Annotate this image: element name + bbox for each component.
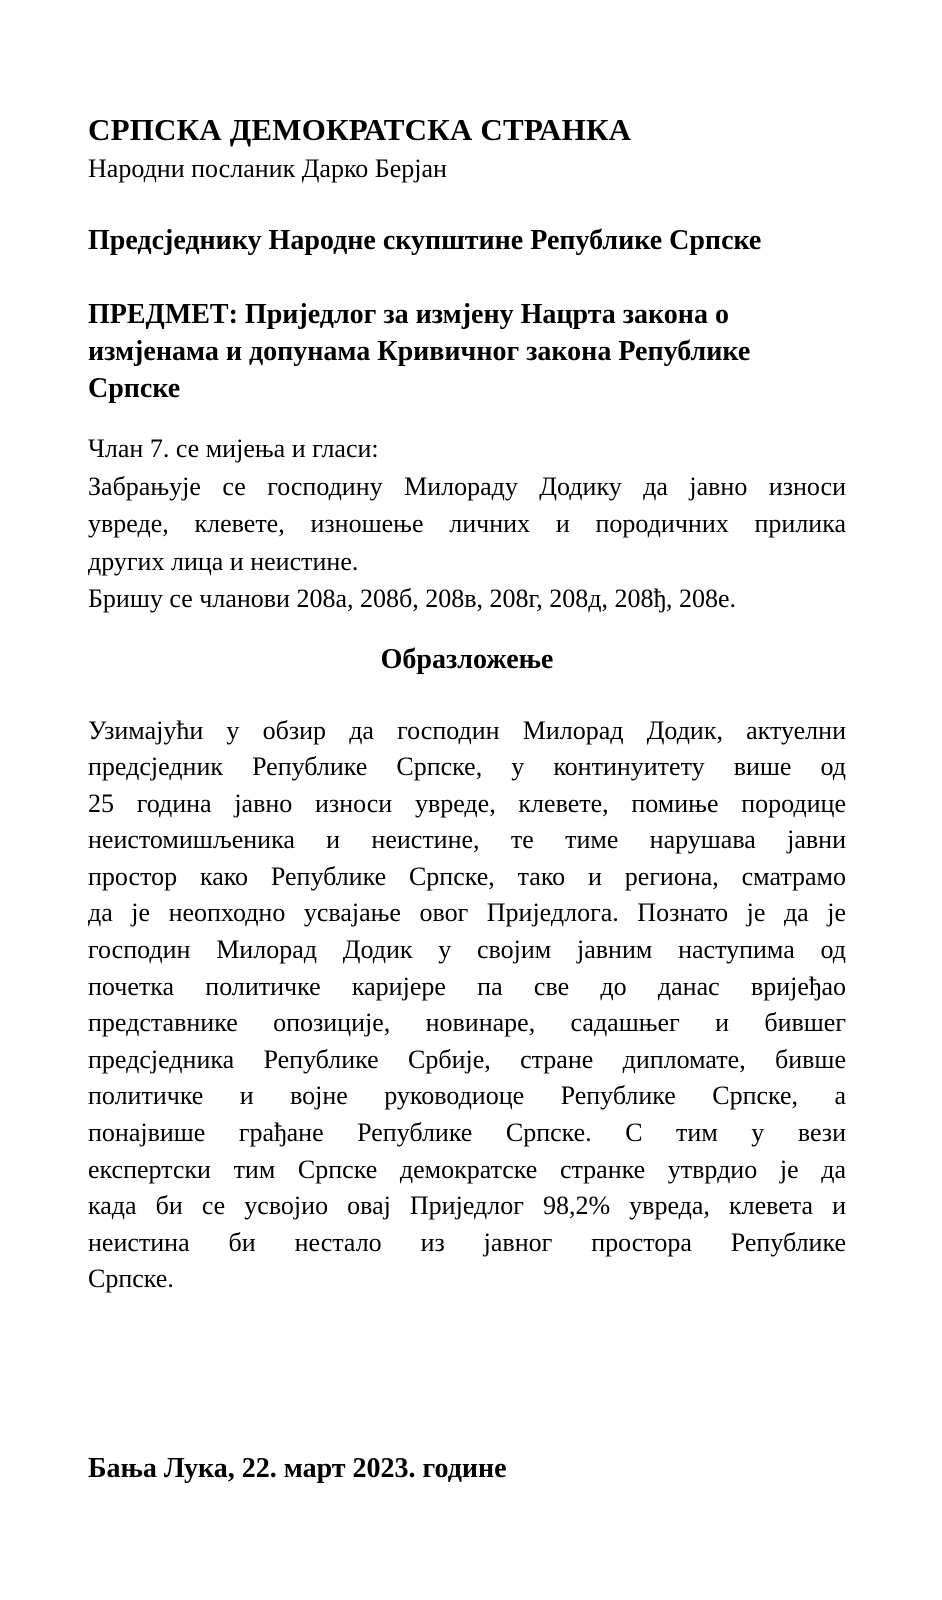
- body-line: предсједник Републике Српске, у континуитету више од: [88, 752, 846, 782]
- body-line: да је неопходно усвајање овог Приједлога. Познато је да је: [88, 898, 846, 928]
- body-line: понајвише грађане Републике Српске. С тим у вези: [88, 1118, 846, 1148]
- rationale-heading: Образложење: [380, 643, 554, 675]
- article-line: Забрањује се господину Милораду Додику да јавно износи: [88, 471, 846, 501]
- body-line: представнике опозиције, новинаре, садашњег и бившег: [88, 1008, 846, 1038]
- place-date-line: Бања Лука, 22. март 2023. године: [88, 1453, 507, 1484]
- subject-line: ПРЕДМЕТ: Приједлог за измјену Нацрта закона о: [88, 299, 729, 330]
- body-line: Српске.: [88, 1264, 174, 1294]
- body-line: неистомишљеника и неистине, те тиме нарушава јавни: [88, 825, 846, 855]
- article-line: Бришу се чланови 208а, 208б, 208в, 208г, 208д, 208ђ, 208е.: [88, 584, 737, 613]
- article-line: других лица и неистине.: [88, 546, 359, 576]
- body-line: простор како Републике Српске, тако и региона, сматрамо: [88, 861, 846, 891]
- body-line: када би се усвојио овај Приједлог 98,2% увреда, клевета и: [88, 1191, 846, 1221]
- body-line: Узимајући у обзир да господин Милорад Додик, актуелни: [88, 715, 846, 745]
- addressee-line: Предсједнику Народне скупштине Републике Српске: [88, 225, 762, 256]
- party-name: СРПСКА ДЕМОКРАТСКА СТРАНКА: [88, 112, 632, 147]
- deputy-name: Народни посланик Дарко Берјан: [88, 154, 447, 183]
- article-line: увреде, клевете, изношење личних и породичних прилика: [88, 509, 846, 538]
- body-line: политичке и војне руководиоце Републике Српске, а: [88, 1081, 846, 1111]
- body-line: почетка политичке каријере па све до данас вријеђао: [88, 971, 846, 1001]
- subject-line: Српске: [88, 373, 181, 404]
- subject-block: [88, 296, 846, 407]
- body-line: господин Милорад Додик у својим јавним наступима од: [88, 935, 846, 965]
- body-line: предсједника Републике Србије, стране дипломате, бивше: [88, 1044, 846, 1074]
- article-line: Члан 7. се мијења и гласи:: [88, 434, 379, 463]
- subject-line: измјенама и допунама Кривичног закона Републике: [88, 336, 751, 367]
- body-line: неистина би нестало из јавног простора Републике: [88, 1227, 846, 1257]
- article-block: [88, 430, 846, 618]
- body-line: 25 година јавно износи увреде, клевете, помиње породице: [88, 788, 846, 818]
- body-line: експертски тим Српске демократске странке утврдио је да: [88, 1154, 846, 1184]
- rationale-paragraph: [88, 713, 846, 1299]
